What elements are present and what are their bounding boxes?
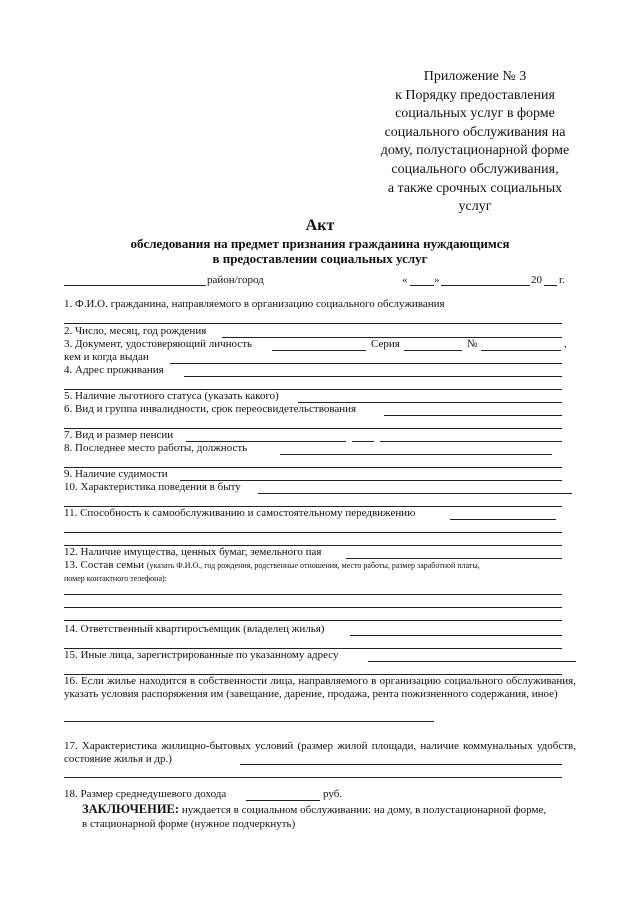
field-14-label: 14. Ответственный квартиросъемщик (владелец жилья) <box>64 623 325 635</box>
field-5-label: 5. Наличие льготного статуса (указать какого) <box>64 390 279 402</box>
field-13-hint-2: номер контактного телефона): <box>64 574 167 583</box>
field-13-blank[interactable] <box>64 594 562 595</box>
field-2-label: 2. Число, месяц, год рождения <box>64 325 207 337</box>
field-11-blank[interactable] <box>450 519 556 520</box>
field-14-blank[interactable] <box>350 635 562 636</box>
document-subtitle: в предоставлении социальных услуг <box>212 251 428 266</box>
field-15-blank[interactable] <box>368 661 576 662</box>
field-1-label: 1. Ф.И.О. гражданина, направляемого в организацию социального обслуживания <box>64 298 445 310</box>
date-month-blank[interactable] <box>441 285 530 286</box>
field-13-blank-2[interactable] <box>64 607 562 608</box>
date-quote-close: » <box>434 274 440 286</box>
field-11-blank-2[interactable] <box>64 532 562 533</box>
field-8-label: 8. Последнее место работы, должность <box>64 442 248 454</box>
conclusion-line <box>82 802 546 817</box>
document-title: Акт <box>305 217 335 234</box>
date-year-suffix: г. <box>559 274 566 286</box>
appendix-line: социального обслуживания, <box>391 161 559 177</box>
field-3-series-blank[interactable] <box>404 350 462 351</box>
field-15-label: 15. Иные лица, зарегистрированные по указанному адресу <box>64 649 339 661</box>
document-subtitle: обследования на предмет признания гражданина нуждающимся <box>130 236 510 251</box>
appendix-line: Приложение № 3 <box>423 69 527 84</box>
field-7-label: 7. Вид и размер пенсии <box>64 429 174 441</box>
field-17-blank-2[interactable] <box>64 777 562 778</box>
field-3-doc-blank[interactable] <box>272 350 366 351</box>
field-6-blank[interactable] <box>384 415 562 416</box>
field-18-blank[interactable] <box>246 800 320 801</box>
field-3-issued-label: кем и когда выдан <box>64 351 149 363</box>
appendix-line: услуг <box>458 199 492 215</box>
field-3-label: 3. Документ, удостоверяющий личность <box>64 338 253 350</box>
field-18-label: 18. Размер среднедушевого дохода <box>64 788 227 800</box>
field-4-label: 4. Адрес проживания <box>64 364 164 376</box>
field-16-blank[interactable] <box>64 721 434 722</box>
field-3-number-label: № <box>467 338 478 350</box>
field-3-comma: , <box>564 338 567 350</box>
field-1-blank[interactable] <box>64 323 562 324</box>
appendix-block <box>360 68 590 217</box>
date-quote-open: « <box>402 274 408 286</box>
date-day-blank[interactable] <box>410 285 434 286</box>
field-13-label-text: 13. Состав семьи <box>64 559 145 571</box>
field-4-blank[interactable] <box>184 376 562 377</box>
field-3-series-label: Серия <box>371 338 400 350</box>
field-8-blank[interactable] <box>280 454 552 455</box>
field-18-unit: руб. <box>323 788 343 800</box>
appendix-line: а также срочных социальных <box>387 180 563 196</box>
field-7-blank-2[interactable] <box>352 441 374 442</box>
field-3-issued-blank[interactable] <box>170 363 562 364</box>
field-16-label: 16. Если жилье находится в собственности лица, направляемого в организацию социального обслуживания, указать условия распоряжения им (завещание, дарение, продажа, рента пожизненного содержания, иное) <box>64 675 576 700</box>
field-6-label: 6. Вид и группа инвалидности, срок переосвидетельствования <box>64 403 357 415</box>
conclusion-text: нуждается в социальном обслуживании: на дому, в полустационарной форме, <box>179 804 547 816</box>
district-blank[interactable] <box>64 285 206 286</box>
appendix-line: социального обслуживания на <box>384 124 566 140</box>
field-13-blank-3[interactable] <box>64 620 562 621</box>
date-year-prefix: 20 <box>531 274 542 286</box>
field-17-blank[interactable] <box>240 764 562 765</box>
conclusion-line-2: в стационарной форме (нужное подчеркнуть) <box>82 818 296 830</box>
field-13-hint: (указать Ф.И.О., год рождения, родственные отношения, место работы, размер заработной платы, <box>146 561 480 570</box>
field-10-blank[interactable] <box>258 493 572 494</box>
field-13-label <box>64 559 480 572</box>
appendix-line: к Порядку предоставления <box>395 87 555 103</box>
field-17-label: 17. Характеристика жилищно-бытовых условий (размер жилой площади, наличие коммунальных удобств, состояние жилья и др.) <box>64 740 576 765</box>
field-9-label: 9. Наличие судимости <box>64 468 168 480</box>
appendix-line: социальных услуг в форме <box>395 106 555 122</box>
field-3-number-blank[interactable] <box>481 350 561 351</box>
appendix-line: дому, полустационарной форме <box>380 143 570 159</box>
date-year-blank[interactable] <box>544 285 557 286</box>
conclusion-label: ЗАКЛЮЧЕНИЕ: <box>82 802 180 816</box>
field-10-label: 10. Характеристика поведения в быту <box>64 481 241 493</box>
district-label: район/город <box>207 274 264 286</box>
field-7-blank-3[interactable] <box>380 441 562 442</box>
field-11-label: 11. Способность к самообслуживанию и самостоятельному передвижению <box>64 507 416 519</box>
field-12-label: 12. Наличие имущества, ценных бумаг, земельного пая <box>64 546 322 558</box>
